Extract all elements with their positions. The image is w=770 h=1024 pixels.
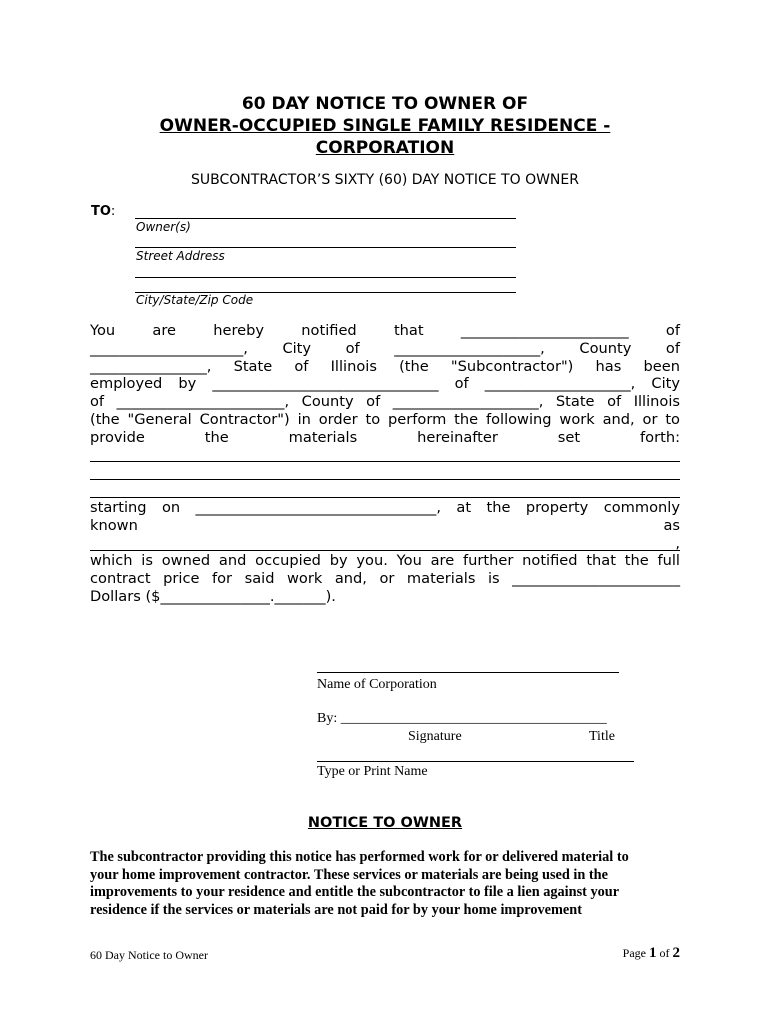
city-state-zip-label: City/State/Zip Code xyxy=(136,293,254,307)
body-line: contract price for said work and, or materials is _______________________ xyxy=(90,569,680,587)
to-label xyxy=(91,204,115,219)
body-line: You are hereby notified that _______________________ of xyxy=(90,322,680,339)
subheading: SUBCONTRACTOR’S SIXTY (60) DAY NOTICE TO OWNER xyxy=(191,172,579,188)
footer-page-number xyxy=(623,945,680,962)
to-label-text: TO xyxy=(91,204,111,219)
by-signature-line: By: ______________________________________ xyxy=(317,711,607,726)
corporation-name-line[interactable] xyxy=(317,672,619,673)
body-line: provide the materials hereinafter set forth: xyxy=(90,428,680,446)
corporation-name-label: Name of Corporation xyxy=(317,677,437,692)
body-line: employed by _______________________________ of ____________________, City xyxy=(90,375,680,393)
signature-label: Signature xyxy=(408,729,462,744)
title-line-1: 60 DAY NOTICE TO OWNER OF xyxy=(241,94,529,114)
notice-line: The subcontractor providing this notice has performed work for or delivered material to xyxy=(90,849,629,865)
body-line: which is owned and occupied by you. You are further notified that the full xyxy=(90,552,680,569)
title-line-3: CORPORATION xyxy=(315,138,455,158)
known-as-line: known as xyxy=(90,516,680,534)
contract-price-paragraph xyxy=(90,552,680,605)
notice-to-owner-heading: NOTICE TO OWNER xyxy=(307,815,463,831)
body-line: of _______________________, County of ____________________, State of Illinois xyxy=(90,393,680,411)
city-blank-line-1[interactable] xyxy=(135,277,516,278)
work-description-line-3[interactable] xyxy=(90,497,680,498)
notice-to-owner-body xyxy=(90,849,680,919)
title-label: Title xyxy=(589,729,615,744)
title-line-2: OWNER-OCCUPIED SINGLE FAMILY RESIDENCE - xyxy=(159,116,611,136)
page-of: of xyxy=(659,946,670,960)
notice-line: improvements to your residence and entitle the subcontractor to file a lien against your xyxy=(90,884,620,901)
body-line: ________________, State of Illinois (the "Subcontractor") has been xyxy=(90,357,680,375)
notice-line: residence if the services or materials are not paid for by your home improvement xyxy=(90,901,582,918)
print-name-line[interactable] xyxy=(317,761,634,762)
owner-blank-line[interactable] xyxy=(135,218,516,219)
street-label: Street Address xyxy=(136,249,225,263)
page-total: 2 xyxy=(672,945,680,961)
dollars-line: Dollars ($_______________._______). xyxy=(90,587,336,605)
work-description-line-1[interactable] xyxy=(90,461,680,462)
page-current: 1 xyxy=(649,945,657,961)
street-blank-line[interactable] xyxy=(135,247,516,248)
notice-paragraph xyxy=(90,322,680,447)
body-line: (the "General Contractor") in order to perform the following work and, or to xyxy=(90,410,680,428)
starting-paragraph xyxy=(90,499,680,535)
document-title xyxy=(90,93,680,159)
footer-document-name: 60 Day Notice to Owner xyxy=(90,948,208,962)
body-line: _____________________, City of ____________________, County of xyxy=(90,339,680,357)
to-label-colon: : xyxy=(110,204,116,219)
property-comma: , xyxy=(675,535,680,552)
work-description-line-2[interactable] xyxy=(90,479,680,480)
starting-line: starting on _________________________________, at the property commonly xyxy=(90,499,680,516)
print-name-label: Type or Print Name xyxy=(317,764,428,779)
notice-line: your home improvement contractor. These services or materials are being used in the xyxy=(90,866,608,883)
owner-label: Owner(s) xyxy=(136,220,191,234)
page-prefix: Page xyxy=(622,946,646,960)
